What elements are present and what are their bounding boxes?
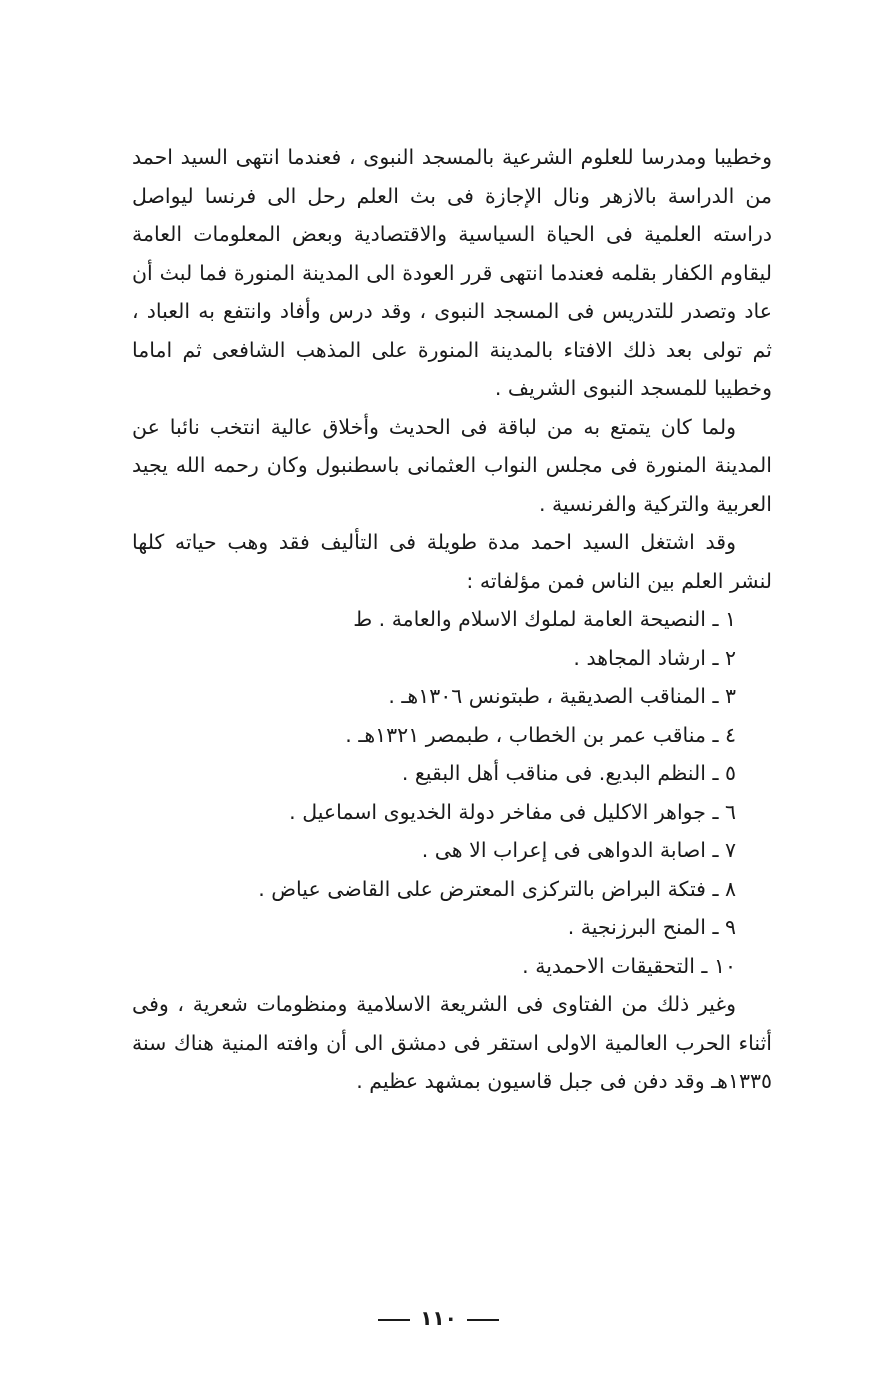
list-item: ٦ ـ جواهر الاكليل فى مفاخر دولة الخديوى اسماعيل . — [289, 799, 736, 824]
dash-left — [378, 1319, 410, 1321]
works-list — [132, 600, 772, 985]
list-item: ١٠ ـ التحقيقات الاحمدية . — [522, 953, 736, 978]
page-footer — [0, 1306, 877, 1330]
page-number: ١١٠ — [420, 1306, 457, 1330]
list-item: ٧ ـ اصابة الدواهى فى إعراب الا هى . — [421, 838, 736, 862]
list-item: ٩ ـ المنح البرزنجية . — [567, 915, 736, 939]
paragraph-2: ولما كان يتمتع به من لباقة فى الحديث وأخلاق عالية انتخب نائبا عن المدينة المنورة فى مجلس النواب العثمانى باسطنبول وكان رحمه الله يجيد العربية والتركية والفرنسية . — [132, 414, 772, 516]
list-item: ٥ ـ النظم البديع. فى مناقب أهل البقيع . — [401, 761, 736, 785]
list-item: ١ ـ النصيحة العامة لملوك الاسلام والعامة . ط — [353, 607, 736, 631]
dash-right — [467, 1319, 499, 1321]
list-item: ٢ ـ ارشاد المجاهد . — [573, 645, 736, 670]
list-item: ٣ ـ المناقب الصديقية ، طبتونس ١٣٠٦هـ . — [388, 684, 736, 708]
paragraph-4: وغير ذلك من الفتاوى فى الشريعة الاسلامية ومنظومات شعرية ، وفى أثناء الحرب العالمية الاولى استقر فى دمشق الى أن وافته المنية هناك سنة ١٣٣٥هـ وقد دفن فى جبل قاسيون بمشهد عظيم . — [132, 992, 772, 1093]
paragraph-3: وقد اشتغل السيد احمد مدة طويلة فى التأليف فقد وهب حياته كلها لنشر العلم بين الناس فمن مؤلفاته : — [132, 530, 772, 593]
list-item: ٤ ـ مناقب عمر بن الخطاب ، طبمصر ١٣٢١هـ . — [345, 722, 736, 747]
body-text — [132, 138, 772, 1101]
list-item: ٨ ـ فتكة البراض بالتركزى المعترض على القاضى عياض . — [258, 876, 736, 901]
paragraph-1: وخطيبا ومدرسا للعلوم الشرعية بالمسجد النبوى ، فعندما انتهى السيد احمد من الدراسة بالازهر ونال الإجازة فى بث العلم رحل الى فرنسا ليواصل دراسته العلمية فى الحياة السياسية والاقتصادية وبعض المعلومات العامة ليقاوم الكفار بقلمه فعندما انتهى قرر العودة الى المدينة المنورة فما لبث أن عاد وتصدر للتدريس فى المسجد النبوى ، وقد درس وأفاد وانتفع به العباد ، ثم تولى بعد ذلك الافتاء بالمدينة المنورة على المذهب الشافعى ثم اماما وخطيبا للمسجد النبوى الشريف . — [132, 145, 772, 400]
